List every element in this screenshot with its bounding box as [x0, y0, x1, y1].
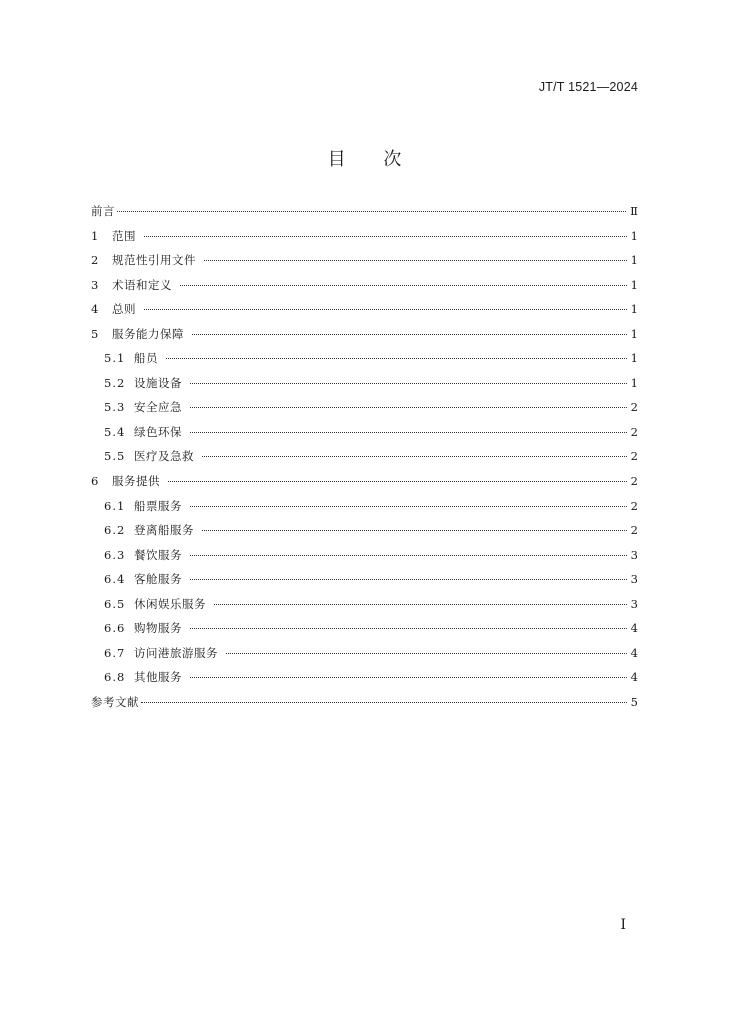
- toc-entry-number: 2: [91, 253, 99, 268]
- toc-entry-number: 6.4: [104, 572, 126, 587]
- toc-entry-page: 1: [630, 351, 638, 366]
- toc-entry-label: 登离船服务: [134, 523, 194, 538]
- toc-entry[interactable]: [91, 616, 638, 641]
- toc-entry[interactable]: [91, 273, 638, 298]
- dot-leader: [144, 236, 627, 237]
- toc-entry-label: 总则: [112, 302, 136, 317]
- dot-leader: [144, 309, 627, 310]
- toc-entry[interactable]: [91, 469, 638, 494]
- toc-entry-number: 6.8: [104, 670, 126, 685]
- dot-leader: [166, 358, 627, 359]
- toc-entry-number: 1: [91, 228, 99, 243]
- toc-entry-number: 6.5: [104, 596, 126, 611]
- page-number: Ⅰ: [620, 917, 626, 933]
- document-code: JT/T 1521—2024: [538, 80, 638, 94]
- toc-entry-page: 4: [630, 645, 638, 660]
- dot-leader: [190, 579, 627, 580]
- toc-entry[interactable]: [91, 543, 638, 568]
- toc-entry-page: 3: [630, 572, 638, 587]
- dot-leader: [190, 432, 627, 433]
- toc-entry-page: 2: [630, 449, 638, 464]
- toc-entry-page: 1: [630, 253, 638, 268]
- toc-entry-page: 4: [630, 670, 638, 685]
- table-of-contents: [91, 199, 638, 714]
- dot-leader: [204, 260, 627, 261]
- toc-entry-page: 3: [630, 547, 638, 562]
- dot-leader: [141, 702, 627, 703]
- toc-entry-label: 绿色环保: [134, 424, 182, 439]
- toc-entry-number: 6.3: [104, 547, 126, 562]
- toc-entry[interactable]: [91, 322, 638, 347]
- toc-entry-number: 6: [91, 474, 99, 489]
- toc-entry[interactable]: [91, 567, 638, 592]
- dot-leader: [180, 285, 627, 286]
- toc-entry-label: 范围: [112, 228, 136, 243]
- toc-entry-number: 6.6: [104, 621, 126, 636]
- toc-entry-page: 4: [630, 621, 638, 636]
- toc-entry-number: 5: [91, 326, 99, 341]
- toc-entry-label: 前言: [91, 204, 115, 218]
- toc-entry-page: 5: [630, 694, 638, 709]
- toc-entry-label: 医疗及急救: [134, 449, 194, 464]
- toc-entry[interactable]: [91, 420, 638, 445]
- dot-leader: [202, 456, 627, 457]
- dot-leader: [226, 653, 627, 654]
- dot-leader: [202, 530, 627, 531]
- toc-entry-number: 6.7: [104, 645, 126, 660]
- toc-entry-label: 服务提供: [112, 474, 160, 489]
- toc-entry-page: 2: [630, 474, 638, 489]
- toc-entry[interactable]: [91, 395, 638, 420]
- toc-entry-label: 访问港旅游服务: [134, 645, 218, 660]
- dot-leader: [214, 604, 627, 605]
- dot-leader: [190, 628, 627, 629]
- toc-entry-label: 设施设备: [134, 375, 182, 390]
- toc-entry-label: 参考文献: [91, 694, 139, 709]
- toc-entry-page: 1: [630, 375, 638, 390]
- toc-entry[interactable]: [91, 444, 638, 469]
- toc-entry-label: 购物服务: [134, 621, 182, 636]
- toc-entry-label: 客舱服务: [134, 572, 182, 587]
- toc-entry[interactable]: [91, 297, 638, 322]
- toc-entry-number: 5.3: [104, 400, 126, 415]
- toc-entry-page: 1: [630, 302, 638, 317]
- toc-entry[interactable]: [91, 346, 638, 371]
- toc-entry[interactable]: [91, 224, 638, 249]
- toc-entry[interactable]: [91, 248, 638, 273]
- toc-entry-page: 1: [630, 326, 638, 341]
- toc-entry-page: 1: [630, 277, 638, 292]
- toc-entry[interactable]: [91, 371, 638, 396]
- toc-entry-page: 2: [630, 498, 638, 513]
- toc-entry[interactable]: [91, 641, 638, 666]
- dot-leader: [190, 383, 627, 384]
- toc-entry-number: 5.1: [104, 351, 126, 366]
- toc-entry-number: 6.2: [104, 523, 126, 538]
- toc-entry-label: 术语和定义: [112, 277, 172, 292]
- toc-entry-number: 4: [91, 302, 99, 317]
- toc-entry-number: 3: [91, 277, 99, 292]
- toc-entry-label: 安全应急: [134, 400, 182, 415]
- toc-entry[interactable]: [91, 518, 638, 543]
- toc-entry-label: 餐饮服务: [134, 547, 182, 562]
- toc-entry[interactable]: [91, 199, 638, 224]
- toc-entry-page: 1: [630, 228, 638, 243]
- dot-leader: [190, 506, 627, 507]
- toc-entry-page: 2: [630, 424, 638, 439]
- toc-entry-label: 休闲娱乐服务: [134, 596, 206, 611]
- toc-entry-label: 其他服务: [134, 670, 182, 685]
- toc-entry-number: 5.2: [104, 375, 126, 390]
- dot-leader: [192, 334, 627, 335]
- toc-entry[interactable]: [91, 690, 638, 715]
- toc-entry-page: 3: [630, 596, 638, 611]
- toc-entry-label: 服务能力保障: [112, 326, 184, 341]
- toc-entry-number: 5.4: [104, 424, 126, 439]
- toc-entry-page: 2: [630, 400, 638, 415]
- dot-leader: [168, 481, 627, 482]
- toc-entry-number: 5.5: [104, 449, 126, 464]
- dot-leader: [190, 555, 627, 556]
- toc-entry[interactable]: [91, 494, 638, 519]
- toc-entry-page: 2: [630, 523, 638, 538]
- page-title: 目 次: [327, 149, 403, 170]
- toc-entry-page: Ⅱ: [630, 204, 638, 218]
- dot-leader: [190, 407, 627, 408]
- toc-entry-label: 规范性引用文件: [112, 253, 196, 268]
- toc-entry[interactable]: [91, 592, 638, 617]
- toc-entry-label: 船员: [134, 351, 158, 366]
- toc-entry-label: 船票服务: [134, 498, 182, 513]
- dot-leader: [190, 677, 627, 678]
- toc-entry[interactable]: [91, 665, 638, 690]
- toc-entry-number: 6.1: [104, 498, 126, 513]
- dot-leader: [117, 211, 626, 212]
